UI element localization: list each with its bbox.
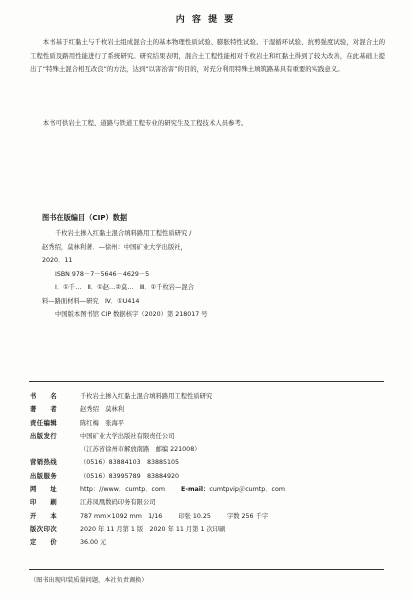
abstract-paragraph: 本书可供岩土工程、道路与铁道工程专业的研究生及工程技术人员参考。 — [42, 119, 248, 127]
meta-label: 营销热线 — [30, 459, 58, 467]
website-url: http：//www．cumtp．com — [80, 486, 166, 494]
meta-label: 开 本 — [30, 512, 58, 520]
sheet-count: 印张 10.25 — [178, 512, 211, 520]
cip-line: 千枚岩土掺入红黏土混合填料路用工程性质研究 / — [55, 230, 192, 237]
meta-row — [30, 496, 390, 509]
meta-value: 中国矿业大学出版社有限责任公司 — [80, 432, 175, 440]
abstract-title: 内 容 提 要 — [175, 15, 236, 25]
meta-value: 赵秀绍 莫林利 — [80, 406, 125, 414]
meta-label: 印 刷 — [30, 499, 58, 507]
meta-value: 陈红梅 张海平 — [80, 419, 125, 427]
cip-data-block — [42, 227, 372, 322]
meta-row — [30, 403, 390, 416]
divider-line — [29, 569, 384, 570]
email-label: E-mail： — [181, 486, 210, 494]
email-address: cumtpvip＠cumtp．com — [209, 486, 285, 494]
copyright-block — [30, 390, 390, 550]
meta-row — [30, 536, 390, 549]
meta-row — [30, 417, 390, 430]
edition-value: 2020 年 11 月第 1 版 2020 年 11 月第 1 次印刷 — [80, 525, 226, 533]
meta-row — [30, 523, 390, 536]
meta-label: 著 者 — [30, 406, 58, 414]
abstract-paragraph: 本书基于红黏土与千枚岩土组成混合土的基本物理性质试验、膨胀特性试验、干湿循环试验、抗剪强度试验，对混合土的工程性质及路用性能进行了系统研究。研究结果表明，混合土工程性能相对千枚岩土和红黏土得到了较大改善，在此基础上提出了“特殊土混合相互改良”的方法，达到“以害治害”的目的，对充分利用特殊土填筑路基具有重要的实践意义。 — [30, 38, 385, 73]
cip-line: 赵秀绍，莫林利著．—徐州：中国矿业大学出版社， — [42, 243, 187, 251]
cip-line: Ⅰ．①千… Ⅱ．①赵…②莫… Ⅲ．①千枚岩—混合 — [55, 284, 194, 291]
meta-label: 出版发行 — [30, 432, 58, 440]
price-value: 36.00 元 — [80, 539, 107, 547]
hotline-value: （0516）83884103 83885105 — [80, 459, 180, 467]
format-value — [80, 510, 390, 523]
meta-label: 版次印次 — [30, 525, 58, 533]
cip-line: 2020．11 — [42, 257, 73, 264]
word-count: 字数 256 千字 — [226, 512, 269, 520]
meta-row — [30, 390, 390, 403]
meta-label: 出版服务 — [30, 472, 58, 480]
meta-row — [30, 483, 390, 496]
meta-row — [30, 470, 390, 483]
cip-line: 料—路面材料—研究 Ⅳ．①U414 — [42, 297, 140, 305]
website-value — [80, 483, 390, 496]
meta-row — [30, 430, 390, 443]
meta-row — [30, 456, 390, 469]
meta-label: 书 名 — [30, 393, 58, 400]
service-phone-value: （0516）83995789 83884920 — [80, 472, 180, 480]
meta-label: 定 价 — [30, 539, 58, 547]
meta-label: 责任编辑 — [30, 419, 58, 427]
cip-line: ISBN 978－7－5646－4629－5 — [55, 270, 150, 278]
format-size: 787 mm×1092 mm 1/16 — [80, 512, 163, 520]
meta-row — [30, 510, 390, 523]
cip-heading: 图书在版编目（CIP）数据 — [42, 213, 128, 222]
divider-line — [29, 381, 384, 382]
meta-value: 千枚岩土掺入红黏土混合填料路用工程性质研究 — [80, 393, 213, 400]
cip-line: 中国版本图书馆 CIP 数据核字（2020）第 218017 号 — [55, 311, 208, 318]
quality-notice: （图书出现印装质量问题，本社负责调换） — [30, 577, 148, 584]
meta-label: 网 址 — [30, 486, 58, 494]
printer-value: 江苏凤凰数码印务有限公司 — [80, 499, 156, 507]
publisher-address: （江苏省徐州市解放南路 邮编 221008） — [80, 446, 201, 454]
